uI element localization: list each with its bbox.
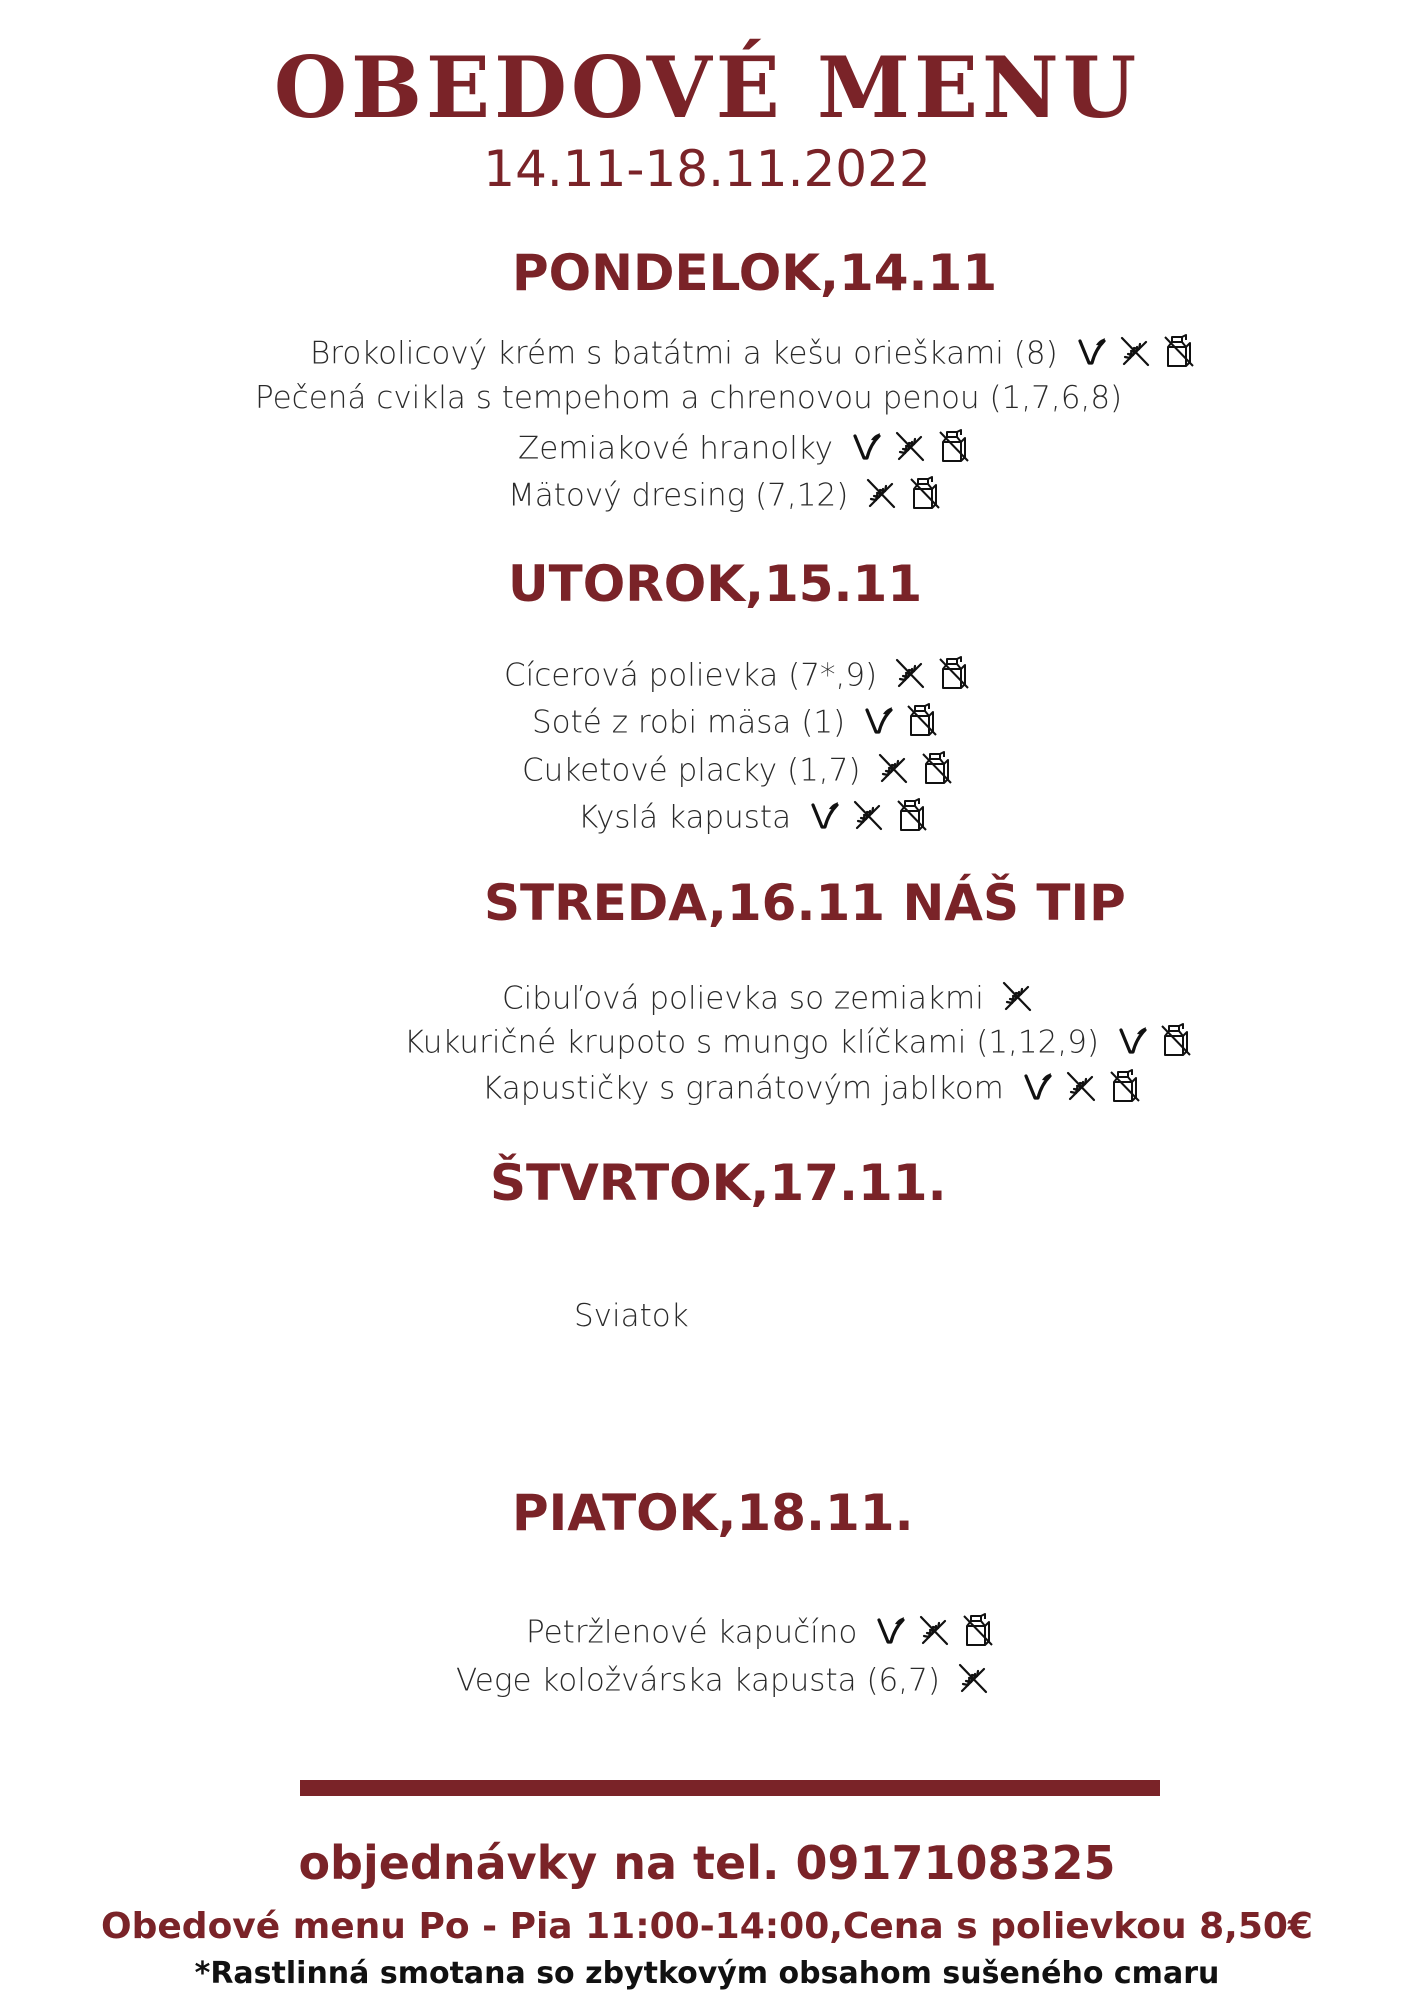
gluten-free-icon xyxy=(956,1660,990,1704)
menu-item: Brokolicový krém s batátmi a kešu orieškami (8) xyxy=(310,333,1196,377)
gluten-free-icon xyxy=(864,475,898,519)
menu-item: Cícerová polievka (7*,9) xyxy=(504,655,971,699)
menu-item: Petržlenové kapučíno xyxy=(526,1612,995,1656)
opening-hours-price: Obedové menu Po - Pia 11:00-14:00,Cena s polievkou 8,50€ xyxy=(101,1906,1313,1947)
day-heading-tuesday: UTOROK,15.11 xyxy=(508,555,923,613)
day-heading-thursday: ŠTVRTOK,17.11. xyxy=(490,1154,947,1212)
lactose-free-icon xyxy=(961,1612,995,1656)
menu-item: Kyslá kapusta xyxy=(578,797,929,841)
vegan-icon xyxy=(807,797,841,841)
page-title: OBEDOVÉ MENU xyxy=(273,38,1141,137)
order-phone: objednávky na tel. 0917108325 xyxy=(298,1836,1116,1890)
lactose-free-icon xyxy=(1108,1068,1142,1112)
day-heading-wednesday: STREDA,16.11 NÁŠ TIP xyxy=(484,874,1126,932)
menu-item: Cuketové placky (1,7) xyxy=(522,750,954,794)
day-heading-friday: PIATOK,18.11. xyxy=(512,1484,914,1542)
lactose-free-icon xyxy=(895,797,929,841)
day-heading-monday: PONDELOK,14.11 xyxy=(512,244,998,302)
menu-item: Vege koložvárska kapusta (6,7) xyxy=(456,1660,990,1704)
gluten-free-icon xyxy=(1064,1068,1098,1112)
vegan-icon xyxy=(1115,1022,1149,1066)
menu-item: Pečená cvikla s tempehom a chrenovou penou (1,7,6,8) xyxy=(255,380,1123,416)
lactose-free-icon xyxy=(937,655,971,699)
lactose-free-icon xyxy=(1162,333,1196,377)
divider xyxy=(300,1780,1160,1796)
gluten-free-icon xyxy=(917,1612,951,1656)
vegan-icon xyxy=(873,1612,907,1656)
lactose-free-icon xyxy=(1159,1022,1193,1066)
menu-item: Kukuričné krupoto s mungo klíčkami (1,12,9) xyxy=(404,1022,1193,1066)
vegan-icon xyxy=(1020,1068,1054,1112)
vegan-icon xyxy=(849,428,883,472)
vegan-icon xyxy=(1074,333,1108,377)
menu-item: Soté z robi mäsa (1) xyxy=(532,702,939,746)
menu-item: Cibuľová polievka so zemiakmi xyxy=(502,978,1034,1022)
menu-item: Kapustičky s granátovým jablkom xyxy=(482,1068,1142,1112)
menu-item: Sviatok xyxy=(574,1298,689,1334)
lactose-free-icon xyxy=(905,702,939,746)
lactose-free-icon xyxy=(908,475,942,519)
vegan-icon xyxy=(861,702,895,746)
menu-item: Zemiakové hranolky xyxy=(518,428,971,472)
menu-item: Mätový dresing (7,12) xyxy=(508,475,942,519)
footnote: *Rastlinná smotana so zbytkovým obsahom sušeného cmaru xyxy=(194,1956,1220,1991)
gluten-free-icon xyxy=(893,428,927,472)
gluten-free-icon xyxy=(893,655,927,699)
menu-dates: 14.11-18.11.2022 xyxy=(483,140,931,198)
gluten-free-icon xyxy=(1118,333,1152,377)
gluten-free-icon xyxy=(876,750,910,794)
lactose-free-icon xyxy=(920,750,954,794)
lactose-free-icon xyxy=(937,428,971,472)
gluten-free-icon xyxy=(851,797,885,841)
gluten-free-icon xyxy=(1000,978,1034,1022)
